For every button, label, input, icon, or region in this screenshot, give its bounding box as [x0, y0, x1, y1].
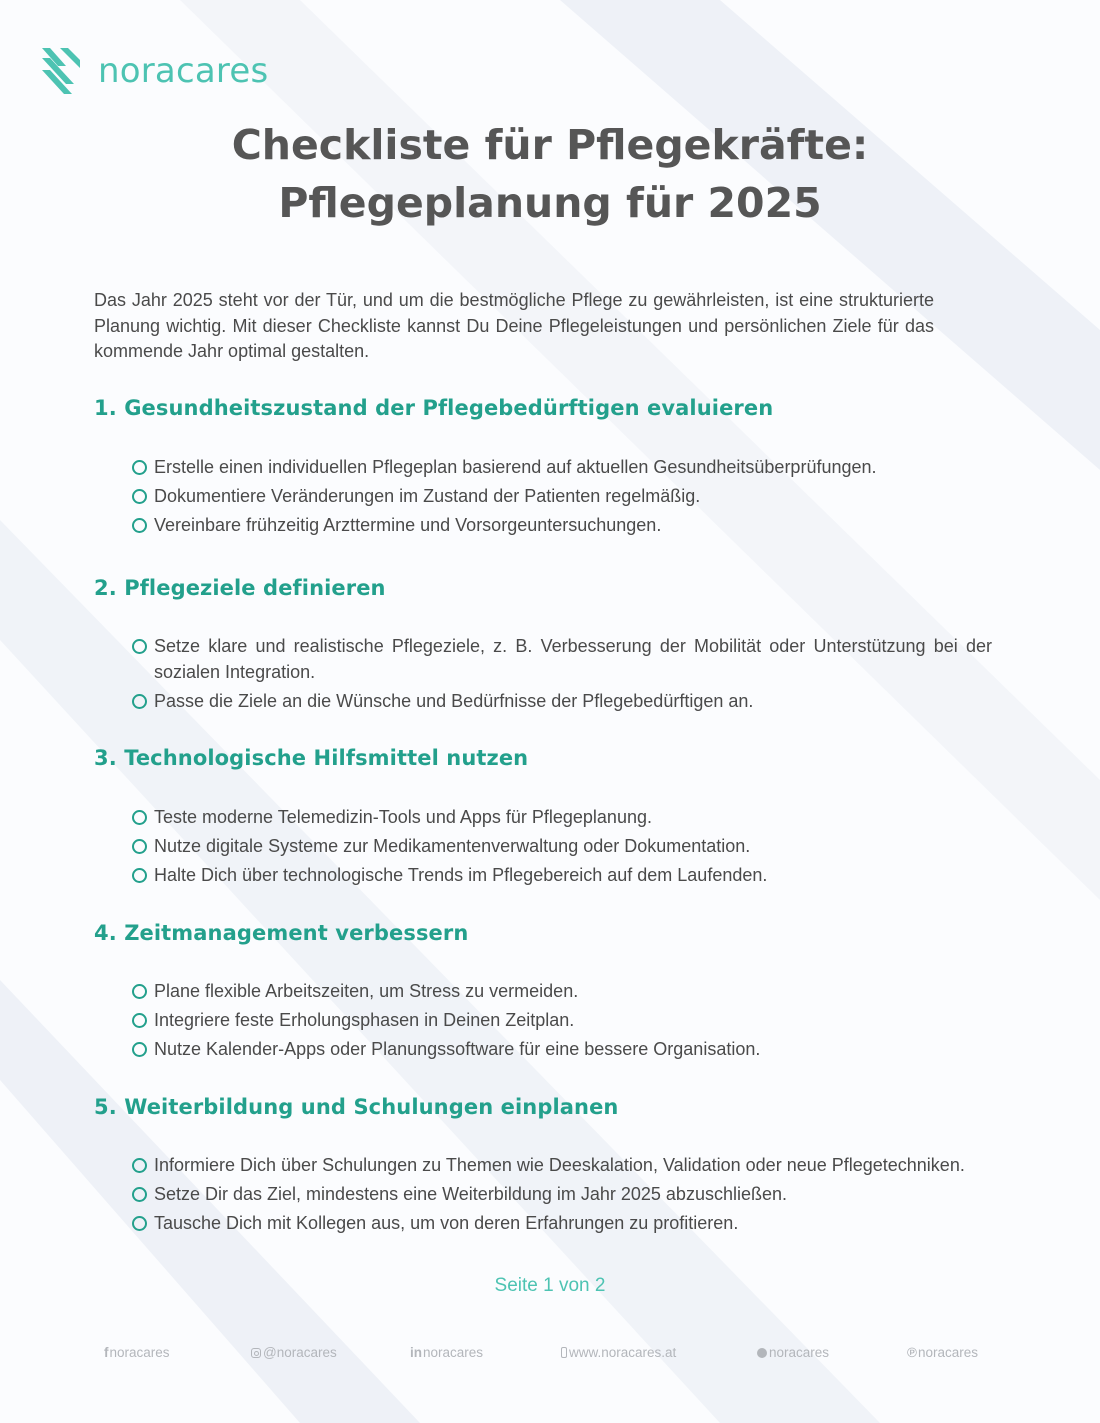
section-heading-5: 5. Weiterbildung und Schulungen einplanen: [94, 1095, 619, 1119]
page-title: [0, 116, 1100, 232]
social-instagram-link[interactable]: @noracares: [251, 1345, 337, 1360]
checklist-item[interactable]: Integriere feste Erholungsphasen in Deinen Zeitplan.: [130, 1008, 992, 1034]
section-heading-3: 3. Technologische Hilfsmittel nutzen: [94, 746, 529, 770]
checklist-item[interactable]: Vereinbare frühzeitig Arzttermine und Vorsorgeuntersuchungen.: [130, 513, 992, 539]
social-facebook-link[interactable]: f noracares: [104, 1345, 170, 1360]
linkedin-icon: in: [410, 1345, 422, 1360]
brand-name: noracares: [98, 51, 269, 91]
tiktok-icon: [757, 1348, 767, 1358]
checklist-item[interactable]: Dokumentiere Veränderungen im Zustand der Patienten regelmäßig.: [130, 484, 992, 510]
social-footer: [0, 1345, 1100, 1365]
title-line-1: Checkliste für Pflegekräfte:: [231, 121, 869, 169]
checklist-item[interactable]: Nutze digitale Systeme zur Medikamentenverwaltung oder Dokumentation.: [130, 834, 992, 860]
section-heading-4: 4. Zeitmanagement verbessern: [94, 921, 469, 945]
noracares-logo-icon: [40, 46, 82, 96]
section-heading-2: 2. Pflegeziele definieren: [94, 576, 386, 600]
checkbox-circle-icon[interactable]: [132, 839, 147, 854]
checklist-item[interactable]: Halte Dich über technologische Trends im Pflegebereich auf dem Laufenden.: [130, 863, 992, 889]
social-pinterest-link[interactable]: ℗ noracares: [907, 1345, 978, 1360]
checkbox-circle-icon[interactable]: [132, 868, 147, 883]
checklist-item[interactable]: Teste moderne Telemedizin-Tools und Apps für Pflegeplanung.: [130, 805, 992, 831]
checkbox-circle-icon[interactable]: [132, 639, 147, 654]
website-link[interactable]: www.noracares.at: [561, 1345, 676, 1360]
checkbox-circle-icon[interactable]: [132, 1187, 147, 1202]
checklist-5: [130, 1153, 992, 1240]
checkbox-circle-icon[interactable]: [132, 1013, 147, 1028]
phone-icon: [561, 1347, 567, 1358]
brand-logo[interactable]: [40, 46, 268, 96]
checklist-item[interactable]: Plane flexible Arbeitszeiten, um Stress zu vermeiden.: [130, 979, 992, 1005]
checklist-2: [130, 634, 992, 718]
checkbox-circle-icon[interactable]: [132, 460, 147, 475]
checkbox-circle-icon[interactable]: [132, 694, 147, 709]
section-heading-1: 1. Gesundheitszustand der Pflegebedürftigen evaluieren: [94, 396, 774, 420]
title-line-2: Pflegeplanung für 2025: [278, 179, 822, 227]
checklist-3: [130, 805, 992, 892]
checklist-item[interactable]: Setze Dir das Ziel, mindestens eine Weiterbildung im Jahr 2025 abzuschließen.: [130, 1182, 992, 1208]
checklist-item[interactable]: Tausche Dich mit Kollegen aus, um von deren Erfahrungen zu profitieren.: [130, 1211, 992, 1237]
checklist-4: [130, 979, 992, 1066]
page-number: Seite 1 von 2: [494, 1275, 606, 1296]
checklist-item[interactable]: Passe die Ziele an die Wünsche und Bedürfnisse der Pflegebedürftigen an.: [130, 689, 992, 715]
checkbox-circle-icon[interactable]: [132, 1158, 147, 1173]
checkbox-circle-icon[interactable]: [132, 489, 147, 504]
checkbox-circle-icon[interactable]: [132, 984, 147, 999]
social-linkedin-link[interactable]: in noracares: [410, 1345, 484, 1360]
instagram-icon: [251, 1348, 261, 1358]
checkbox-circle-icon[interactable]: [132, 810, 147, 825]
checklist-item[interactable]: Erstelle einen individuellen Pflegeplan basierend auf aktuellen Gesundheitsüberprüfungen.: [130, 455, 992, 481]
checkbox-circle-icon[interactable]: [132, 1216, 147, 1231]
pinterest-icon: ℗: [907, 1345, 917, 1360]
checklist-1: [130, 455, 992, 542]
checkbox-circle-icon[interactable]: [132, 1042, 147, 1057]
checklist-item[interactable]: Setze klare und realistische Pflegeziele, z. B. Verbesserung der Mobilität oder Unterstützung bei der sozialen Integration.: [130, 634, 992, 685]
checklist-item[interactable]: Informiere Dich über Schulungen zu Themen wie Deeskalation, Validation oder neue Pflegetechniken.: [130, 1153, 992, 1179]
facebook-icon: f: [104, 1345, 109, 1360]
checkbox-circle-icon[interactable]: [132, 518, 147, 533]
checklist-item[interactable]: Nutze Kalender-Apps oder Planungssoftware für eine bessere Organisation.: [130, 1037, 992, 1063]
social-tiktok-link[interactable]: noracares: [757, 1345, 829, 1360]
intro-paragraph: Das Jahr 2025 steht vor der Tür, und um die bestmögliche Pflege zu gewährleisten, ist eine strukturierte Planung wichtig. Mit dieser Checkliste kannst Du Deine Pflegeleistungen und persönlichen Ziele für das kommende Jahr optimal gestalten.: [94, 290, 934, 361]
